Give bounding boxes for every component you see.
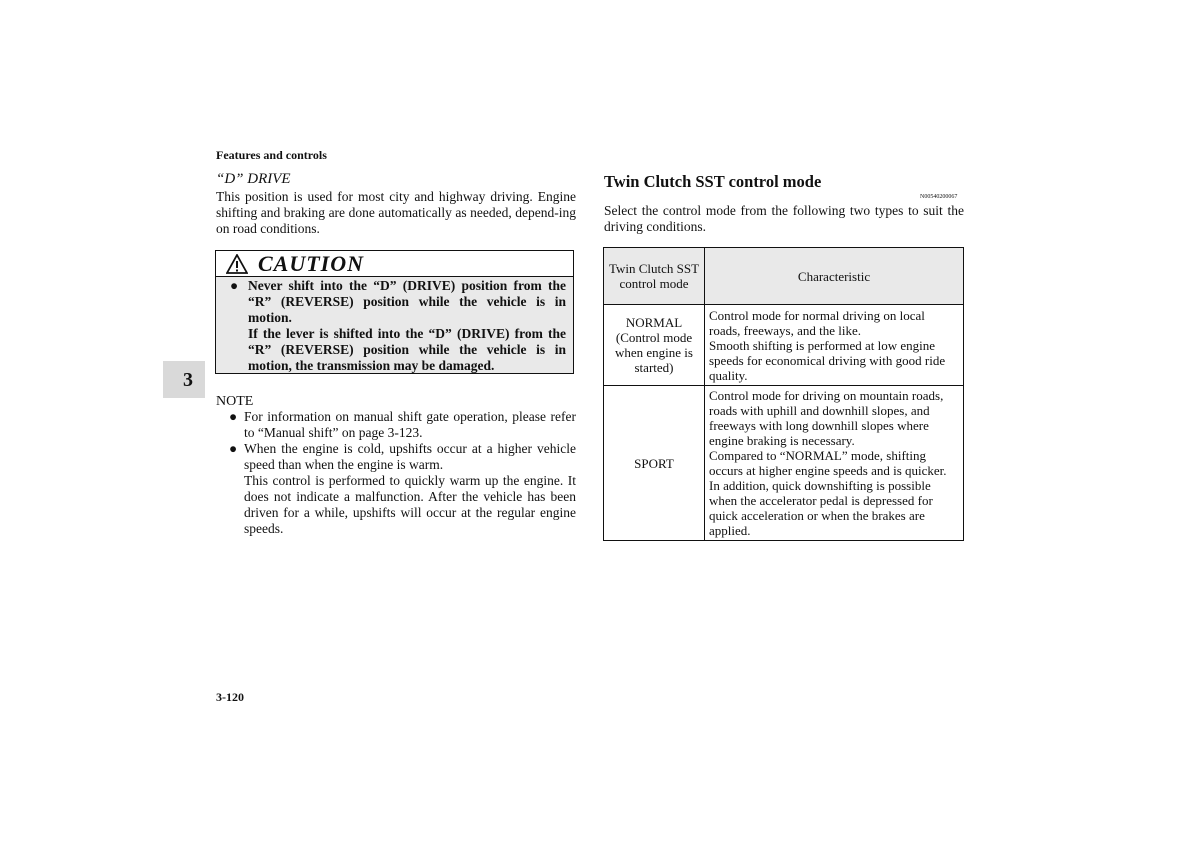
description-text-2: Compared to “NORMAL” mode, shifting occurs at higher engine speeds and is quicker. In addition, quick downshifting is possible when the accelerator pedal is depressed for quick acceleration or when the brakes are applied.: [709, 448, 947, 538]
description-text-2: Smooth shifting is performed at low engine speeds for economical driving with good ride quality.: [709, 337, 946, 383]
mode-cell: SPORT: [604, 386, 705, 541]
note-item: [229, 441, 576, 537]
note-text: For information on manual shift gate operation, please refer to “Manual shift” on page 3-123.: [244, 409, 576, 440]
caution-item: [230, 278, 566, 374]
caution-text: Never shift into the “D” (DRIVE) position from the “R” (REVERSE) position while the vehicle is in motion.: [248, 278, 566, 325]
caution-header: [216, 251, 573, 277]
drive-paragraph: This position is used for most city and highway driving. Engine shifting and braking are done automatically as needed, depend-ing on road conditions.: [216, 189, 576, 236]
table-row: [604, 386, 964, 541]
page-number: 3-120: [216, 690, 244, 704]
section-intro: Select the control mode from the following two types to suit the driving conditions.: [604, 203, 964, 234]
note-text: When the engine is cold, upshifts occur at a higher vehicle speed than when the engine is warm.: [244, 441, 576, 472]
caution-text-2: If the lever is shifted into the “D” (DRIVE) from the “R” (REVERSE) position while the vehicle is in motion, the transmission may be damaged.: [248, 326, 566, 373]
table-header-row: [604, 248, 964, 305]
bullet-icon: ●: [230, 278, 239, 293]
section-title: Twin Clutch SST control mode: [604, 172, 822, 191]
drive-heading: “D” DRIVE: [216, 171, 291, 187]
column-header-characteristic: Characteristic: [705, 248, 964, 305]
warning-triangle-icon: [226, 254, 248, 274]
note-heading: NOTE: [216, 394, 254, 409]
caution-label: CAUTION: [258, 250, 365, 276]
bullet-icon: ●: [229, 409, 238, 424]
reference-code: N00540200067: [920, 194, 958, 200]
chapter-number: 3: [183, 369, 193, 391]
description-cell: [705, 305, 964, 386]
control-mode-table: [603, 247, 964, 541]
description-text: Control mode for driving on mountain roads, roads with uphill and downhill slopes, and freeways with long downhill slopes where engine braking is necessary.: [709, 388, 944, 448]
mode-cell: NORMAL (Control mode when engine is started): [604, 305, 705, 386]
description-cell: [705, 386, 964, 541]
column-header-mode: Twin Clutch SST control mode: [604, 248, 705, 305]
note-list: [229, 409, 576, 537]
bullet-icon: ●: [229, 441, 238, 456]
caution-box: [215, 250, 574, 374]
note-item: [229, 409, 576, 441]
description-text: Control mode for normal driving on local roads, freeways, and the like.: [709, 307, 925, 338]
table-row: [604, 305, 964, 386]
note-text-2: This control is performed to quickly warm up the engine. It does not indicate a malfunction. After the vehicle has been driven for a while, upshifts will occur at the regular engine speeds.: [244, 473, 576, 536]
running-header: Features and controls: [216, 148, 327, 162]
